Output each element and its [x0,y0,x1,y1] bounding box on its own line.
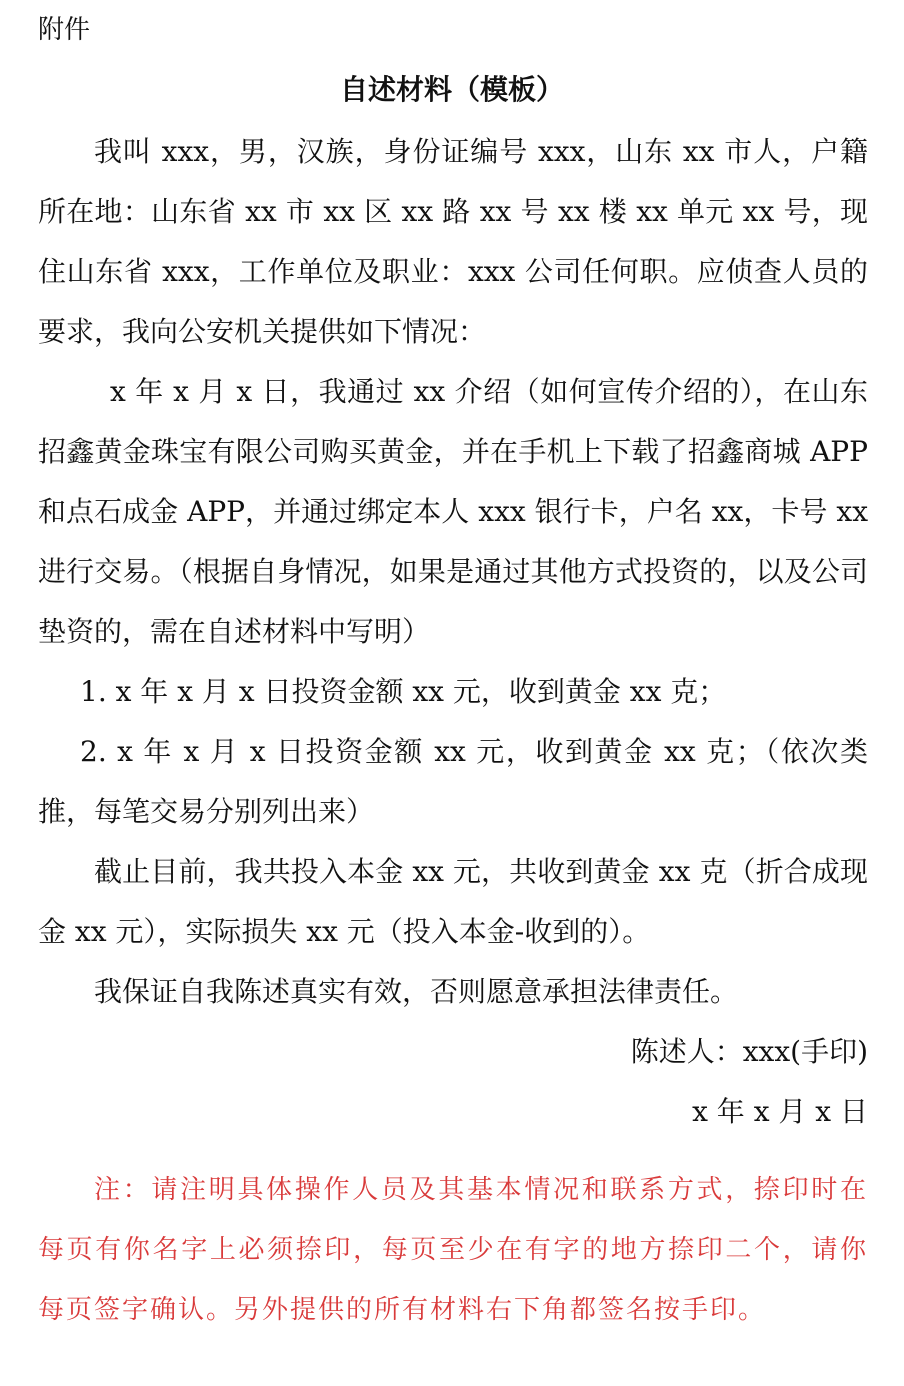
attachment-label: 附件 [38,15,91,45]
guarantee-paragraph: 我保证自我陈述真实有效，否则愿意承担法律责任。 [94,975,739,1008]
instruction-note: 注：请注明具体操作人员及其基本情况和联系方式，捺印时在每页有你名字上必须捺印，每页至少在有字的地方捺印二个，请你每页签字确认。另外提供的所有材料右下角都签名按手印。 [38,1175,868,1325]
declarant-signature: 陈述人：xxx(手印) [630,1035,868,1068]
summary-paragraph: 截止目前，我共投入本金 xx 元，共收到黄金 xx 克（折合成现金 xx 元），实际损失 xx 元（投入本金-收到的）。 [38,855,868,948]
investment-item-2: 2. x 年 x 月 x 日投资金额 xx 元，收到黄金 xx 克；（依次类推，每笔交易分别列出来） [38,735,868,828]
page-title: 自述材料（模板） [339,73,564,106]
statement-body [38,122,868,1142]
signature-date: x 年 x 月 x 日 [692,1095,868,1128]
identity-paragraph: 我叫 xxx，男，汉族，身份证编号 xxx，山东 xx 市人，户籍所在地：山东省 xx 市 xx 区 xx 路 xx 号 xx 楼 xx 单元 xx 号，现住山东省 xxx，工作单位及职业：xxx 公司任何职。应侦查人员的要求，我向公安机关提供如下情况： [38,135,868,348]
purchase-paragraph: x 年 x 月 x 日，我通过 xx 介绍（如何宣传介绍的），在山东招鑫黄金珠宝有限公司购买黄金，并在手机上下载了招鑫商城 APP 和点石成金 APP，并通过绑定本人 xxx 银行卡，户名 xx，卡号 xx 进行交易。（根据自身情况，如果是通过其他方式投资的，以及公司垫资的，需在自述材料中写明） [38,375,868,648]
investment-item-1: 1. x 年 x 月 x 日投资金额 xx 元，收到黄金 xx 克； [80,675,727,708]
